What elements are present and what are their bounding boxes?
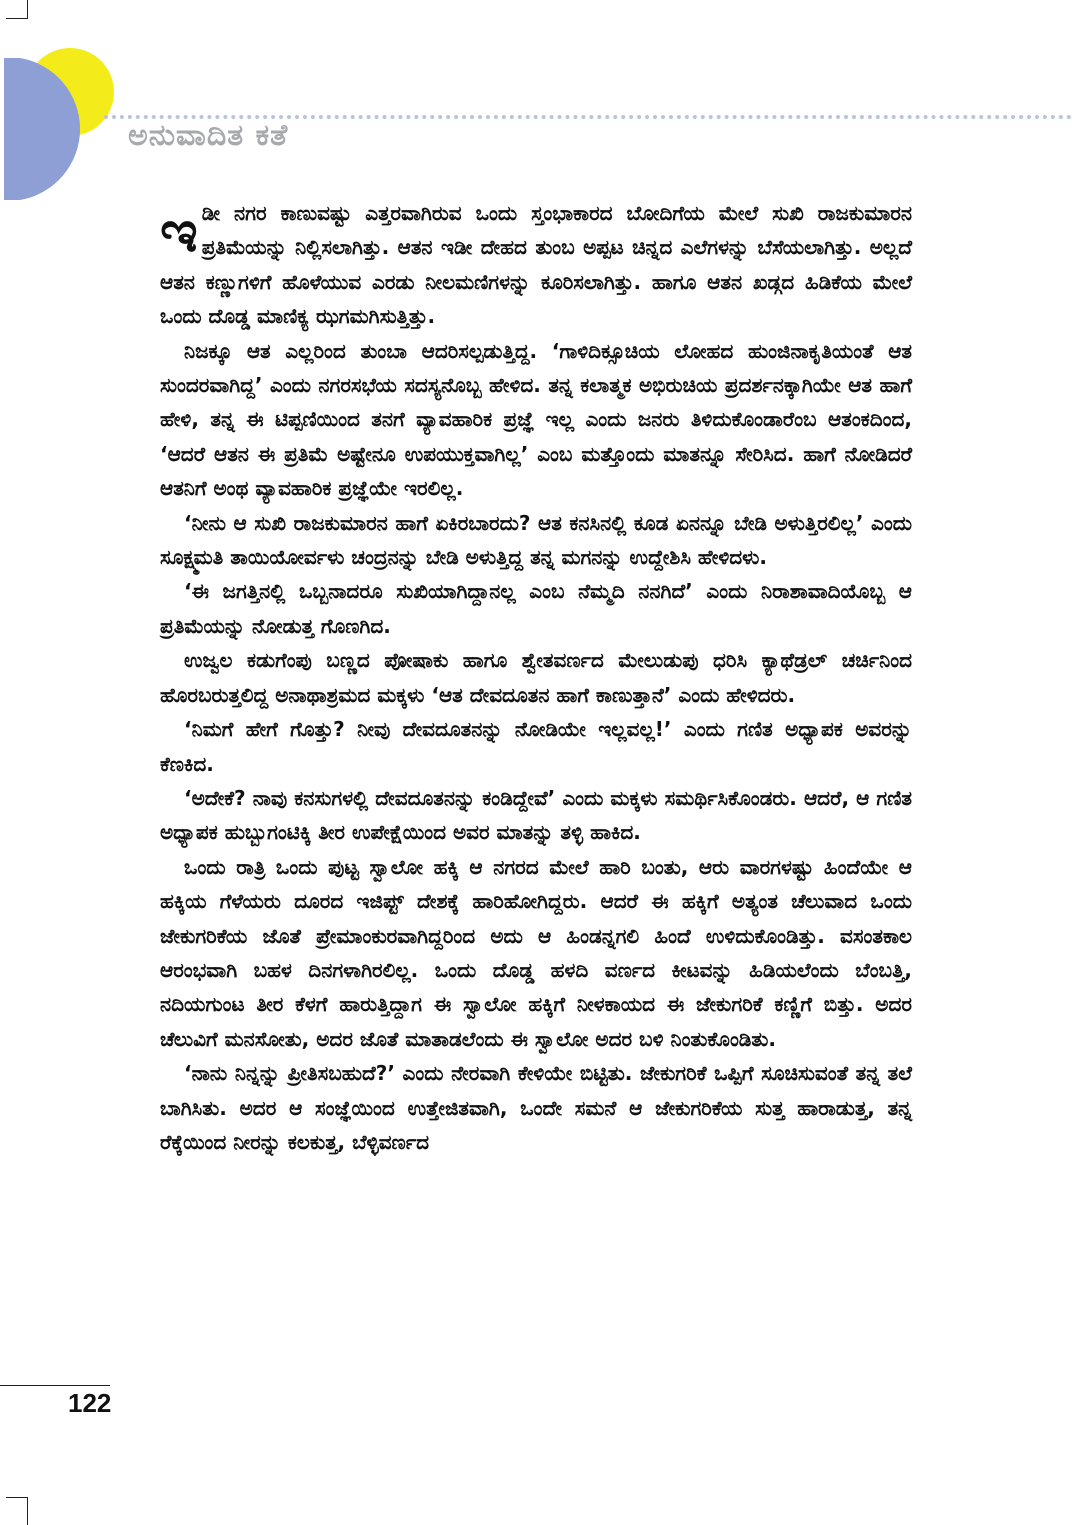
paragraph: ಒಂದು ರಾತ್ರಿ ಒಂದು ಪುಟ್ಟ ಸ್ವಾಲೋ ಹಕ್ಕಿ ಆ ನಗರದ ಮೇಲೆ ಹಾರಿ ಬಂತು, ಆರು ವಾರಗಳಷ್ಟು ಹಿಂದೆಯೇ ಆ ಹಕ್ಕಿಯ ಗೆಳೆಯರು ದೂರದ ಇಜಿಪ್ಟ್ ದೇಶಕ್ಕೆ ಹಾರಿಹೋಗಿದ್ದರು. ಆದರೆ ಈ ಹಕ್ಕಿಗೆ ಅತ್ಯಂತ ಚೆಲುವಾದ ಒಂದು ಜೇಕುಗರಿಕೆಯ ಜೊತೆ ಪ್ರೇಮಾಂಕುರವಾಗಿದ್ದರಿಂದ ಅದು ಆ ಹಿಂಡನ್ನಗಲಿ ಹಿಂದೆ ಉಳಿದುಕೊಂಡಿತ್ತು. ವಸಂತಕಾಲ ಆರಂಭವಾಗಿ ಬಹಳ ದಿನಗಳಾಗಿರಲಿಲ್ಲ. ಒಂದು ದೊಡ್ಡ ಹಳದಿ ವರ್ಣದ ಕೀಟವನ್ನು ಹಿಡಿಯಲೆಂದು ಬೆಂಬತ್ತಿ, ನದಿಯಗುಂಟ ತೀರ ಕೆಳಗೆ ಹಾರುತ್ತಿದ್ದಾಗ ಈ ಸ್ವಾಲೋ ಹಕ್ಕಿಗೆ ನೀಳಕಾಯದ ಈ ಜೇಕುಗರಿಕೆ ಕಣ್ಣಿಗೆ ಬಿತ್ತು. ಅದರ ಚೆಲುವಿಗೆ ಮನಸೋತು, ಅದರ ಜೊತೆ ಮಾತಾಡಲೆಂದು ಈ ಸ್ವಾಲೋ ಅದರ ಬಳಿ ನಿಂತುಕೊಂಡಿತು. — [160, 854, 912, 1051]
first-paragraph-text: ಡೀ ನಗರ ಕಾಣುವಷ್ಟು ಎತ್ತರವಾಗಿರುವ ಒಂದು ಸ್ತಂಭಾಕಾರದ ಬೋದಿಗೆಯ ಮೇಲೆ ಸುಖಿ ರಾಜಕುಮಾರನ ಪ್ರತಿಮೆಯನ್ನು ನಿಲ್ಲಿಸಲಾಗಿತ್ತು. ಆತನ ಇಡೀ ದೇಹದ ತುಂಬ ಅಪ್ಪಟ ಚಿನ್ನದ ಎಲೆಗಳನ್ನು ಬೆಸೆಯಲಾಗಿತ್ತು. ಅಲ್ಲದೆ ಆತನ ಕಣ್ಣುಗಳಿಗೆ ಹೊಳೆಯುವ ಎರಡು ನೀಲಮಣಿಗಳನ್ನು ಕೂರಿಸಲಾಗಿತ್ತು. ಹಾಗೂ ಆತನ ಖಡ್ಗದ ಹಿಡಿಕೆಯ ಮೇಲೆ ಒಂದು ದೊಡ್ಡ ಮಾಣಿಕ್ಯ ಝಗಮಗಿಸುತ್ತಿತ್ತು. — [160, 201, 912, 329]
decorative-circles — [0, 40, 130, 250]
first-paragraph — [160, 196, 912, 334]
crop-mark-bottom-left-vertical — [27, 1497, 28, 1525]
paragraph: ‘ಅದೇಕೆ? ನಾವು ಕನಸುಗಳಲ್ಲಿ ದೇವದೂತನನ್ನು ಕಂಡಿದ್ದೇವೆ’ ಎಂದು ಮಕ್ಕಳು ಸಮರ್ಥಿಸಿಕೊಂಡರು. ಆದರೆ, ಆ ಗಣಿತ ಅಧ್ಯಾಪಕ ಹುಬ್ಬುಗಂಟಿಕ್ಕಿ ತೀರ ಉಪೇಕ್ಷೆಯಿಂದ ಅವರ ಮಾತನ್ನು ತಳ್ಳಿ ಹಾಕಿದ. — [160, 785, 912, 845]
paragraph: ‘ಈ ಜಗತ್ತಿನಲ್ಲಿ ಒಬ್ಬನಾದರೂ ಸುಖಿಯಾಗಿದ್ದಾನಲ್ಲ ಎಂಬ ನೆಮ್ಮದಿ ನನಗಿದೆ’ ಎಂದು ನಿರಾಶಾವಾದಿಯೊಬ್ಬ ಆ ಪ್ರತಿಮೆಯನ್ನು ನೋಡುತ್ತ ಗೊಣಗಿದ. — [160, 579, 912, 638]
paragraph: ನಿಜಕ್ಕೂ ಆತ ಎಲ್ಲರಿಂದ ತುಂಬಾ ಆದರಿಸಲ್ಪಡುತ್ತಿದ್ದ. ‘ಗಾಳಿದಿಕ್ಸೂಚಿಯ ಲೋಹದ ಹುಂಜಿನಾಕೃತಿಯಂತೆ ಆತ ಸುಂದರವಾಗಿದ್ದ’ ಎಂದು ನಗರಸಭೆಯ ಸದಸ್ಯನೊಬ್ಬ ಹೇಳಿದ. ತನ್ನ ಕಲಾತ್ಮಕ ಅಭಿರುಚಿಯ ಪ್ರದರ್ಶನಕ್ಕಾಗಿಯೇ ಆತ ಹಾಗೆ ಹೇಳಿ, ತನ್ನ ಈ ಟಿಪ್ಪಣಿಯಿಂದ ತನಗೆ ವ್ಯಾವಹಾರಿಕ ಪ್ರಜ್ಞೆ ಇಲ್ಲ ಎಂದು ಜನರು ತಿಳಿದುಕೊಂಡಾರೆಂಬ ಆತಂಕದಿಂದ, ‘ಆದರೆ ಆತನ ಈ ಪ್ರತಿಮೆ ಅಷ್ಟೇನೂ ಉಪಯುಕ್ತವಾಗಿಲ್ಲ’ ಎಂಬ ಮತ್ತೊಂದು ಮಾತನ್ನೂ ಸೇರಿಸಿದ. ಹಾಗೆ ನೋಡಿದರೆ ಆತನಿಗೆ ಅಂಥ ವ್ಯಾವಹಾರಿಕ ಪ್ರಜ್ಞೆಯೇ ಇರಲಿಲ್ಲ. — [160, 338, 912, 501]
crop-mark-bottom-left-horizontal — [6, 1497, 28, 1498]
page-number: 122 — [68, 1388, 112, 1418]
paragraph: ‘ನಾನು ನಿನ್ನನ್ನು ಪ್ರೀತಿಸಬಹುದೆ?’ ಎಂದು ನೇರವಾಗಿ ಕೇಳಿಯೇ ಬಿಟ್ಟಿತು. ಜೇಕುಗರಿಕೆ ಒಪ್ಪಿಗೆ ಸೂಚಿಸುವಂತೆ ತನ್ನ ತಲೆ ಬಾಗಿಸಿತು. ಅದರ ಆ ಸಂಜ್ಞೆಯಿಂದ ಉತ್ತೇಜಿತವಾಗಿ, ಒಂದೇ ಸಮನೆ ಆ ಜೇಕುಗರಿಕೆಯ ಸುತ್ತ ಹಾರಾಡುತ್ತ, ತನ್ನ ರೆಕ್ಕೆಯಿಂದ ನೀರನ್ನು ಕಲಕುತ್ತ, ಬೆಳ್ಳಿವರ್ಣದ — [160, 1061, 912, 1154]
section-title: ಅನುವಾದಿತ ಕತೆ — [128, 118, 289, 153]
crop-mark-top-left-horizontal — [6, 18, 28, 19]
story-body — [160, 196, 912, 1159]
drop-cap: ಇ — [160, 197, 198, 265]
paragraph: ‘ನೀನು ಆ ಸುಖಿ ರಾಜಕುಮಾರನ ಹಾಗೆ ಏಕಿರಬಾರದು? ಆತ ಕನಸಿನಲ್ಲಿ ಕೂಡ ಏನನ್ನೂ ಬೇಡಿ ಅಳುತ್ತಿರಲಿಲ್ಲ’ ಎಂದು ಸೂಕ್ಷ್ಮಮತಿ ತಾಯಿಯೋರ್ವಳು ಚಂದ್ರನನ್ನು ಬೇಡಿ ಅಳುತ್ತಿದ್ದ ತನ್ನ ಮಗನನ್ನು ಉದ್ದೇಶಿಸಿ ಹೇಳಿದಳು. — [160, 510, 912, 570]
footer-rule — [0, 1385, 110, 1386]
crop-mark-top-left-vertical — [27, 0, 28, 19]
paragraph: ‘ನಿಮಗೆ ಹೇಗೆ ಗೊತ್ತು? ನೀವು ದೇವದೂತನನ್ನು ನೋಡಿಯೇ ಇಲ್ಲವಲ್ಲ!’ ಎಂದು ಗಣಿತ ಅಧ್ಯಾಪಕ ಅವರನ್ನು ಕೆಣಕಿದ. — [160, 717, 912, 776]
paragraph: ಉಜ್ವಲ ಕಡುಗೆಂಪು ಬಣ್ಣದ ಪೋಷಾಕು ಹಾಗೂ ಶ್ವೇತವರ್ಣದ ಮೇಲುಡುಪು ಧರಿಸಿ ಕ್ಯಾಥೆಡ್ರಲ್ ಚರ್ಚಿನಿಂದ ಹೊರಬರುತ್ತಲಿದ್ದ ಅನಾಥಾಶ್ರಮದ ಮಕ್ಕಳು ‘ಆತ ದೇವದೂತನ ಹಾಗೆ ಕಾಣುತ್ತಾನೆ’ ಎಂದು ಹೇಳಿದರು. — [160, 648, 912, 707]
